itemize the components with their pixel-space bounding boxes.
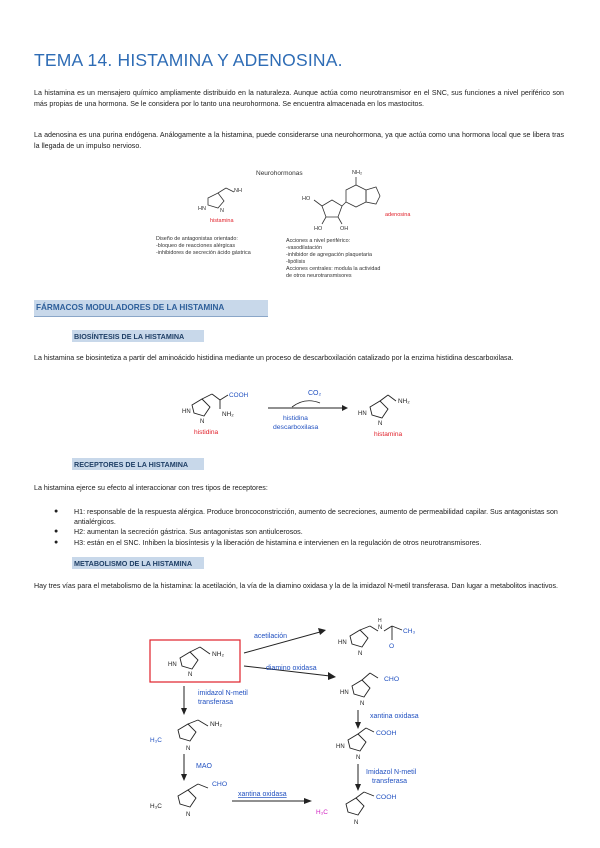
svg-text:Imidazol N-metil: Imidazol N-metil <box>366 769 417 776</box>
adenosine-structure <box>314 177 380 224</box>
neurohormonas-heading: Neurohormonas <box>256 170 303 177</box>
section-title: FÁRMACOS MODULADORES DE LA HISTAMINA <box>36 303 225 312</box>
svg-text:HN: HN <box>182 409 191 415</box>
svg-text:OH: OH <box>340 226 349 232</box>
svg-text:HN: HN <box>198 206 206 212</box>
svg-text:Acciones centrales: modula la: Acciones centrales: modula la actividad <box>286 266 381 272</box>
intro-paragraph-histamina: La histamina es un mensajero químico ampliamente distribuido en la naturaleza. Aunque actúa como neurotransmisor en el SNC, sus funciones a nivel periférico son más propias de una hormona. Se le considera por lo tanto una neurohormona. Se encuentra almacenada en los mastocitos. <box>34 89 564 109</box>
svg-text:HO: HO <box>302 196 311 202</box>
svg-text:H₃C: H₃C <box>150 737 162 744</box>
list-item: ● H2: aumentan la secreción gástrica. Sus antagonistas son antiulcerosos. <box>54 528 303 537</box>
biosintesis-scheme <box>170 383 440 443</box>
histamine-structure-small <box>208 188 234 208</box>
svg-text:de otros neurotransmisores: de otros neurotransmisores <box>286 273 352 279</box>
svg-text:-inhibidor de agregación plaqu: -inhibidor de agregación plaquetaria <box>286 252 373 258</box>
histidina-label: histidina <box>194 429 219 436</box>
svg-text:imidazol N-metil: imidazol N-metil <box>198 690 248 697</box>
metabolismo-title: METABOLISMO DE LA HISTAMINA <box>74 559 193 568</box>
svg-text:N: N <box>186 812 191 818</box>
svg-text:-inhibidores de secreción ácid: -inhibidores de secreción ácido gástrica <box>156 250 251 256</box>
svg-text:NH₂: NH₂ <box>398 398 410 405</box>
list-item: ● H1: responsable de la respuesta alérgica. Produce broncoconstricción, aumento de secreciones, aumento de permeabilidad capilar. Sus antagonistas son antialérgicos. <box>54 508 558 527</box>
svg-text:Acciones a nivel periférico:: Acciones a nivel periférico: <box>286 238 351 244</box>
svg-text:-lipólisis: -lipólisis <box>286 259 306 265</box>
svg-text:NH₂: NH₂ <box>212 651 225 658</box>
biosintesis-title: BIOSÍNTESIS DE LA HISTAMINA <box>74 332 185 341</box>
svg-text:NH₂: NH₂ <box>210 721 223 728</box>
svg-text:diamino oxidasa: diamino oxidasa <box>266 665 317 672</box>
svg-text:acetilación: acetilación <box>254 633 288 640</box>
svg-text:HN: HN <box>168 662 177 668</box>
receptores-intro: La histamina ejerce su efecto al interaccionar con tres tipos de receptores: <box>34 484 268 492</box>
svg-text:CHO: CHO <box>384 676 400 683</box>
svg-text:HN: HN <box>340 690 349 696</box>
svg-text:HN: HN <box>336 744 345 750</box>
svg-text:MAO: MAO <box>196 763 212 770</box>
svg-text:N: N <box>378 421 383 427</box>
svg-text:descarboxilasa: descarboxilasa <box>273 424 319 431</box>
svg-text:transferasa: transferasa <box>198 699 234 706</box>
neurohormonas-figure <box>150 160 450 285</box>
svg-text:HO: HO <box>314 226 323 232</box>
svg-text:N: N <box>354 820 359 826</box>
receptores-title: RECEPTORES DE LA HISTAMINA <box>74 460 189 469</box>
svg-text:NH₂: NH₂ <box>352 170 363 176</box>
histamine-highlight-box <box>150 640 240 682</box>
svg-text:N: N <box>356 755 361 761</box>
histamina-label: histamina <box>374 431 403 438</box>
svg-text:H₃C: H₃C <box>150 803 162 810</box>
svg-text:HN: HN <box>358 411 367 417</box>
neuro-adenosina-label: adenosina <box>385 212 411 218</box>
svg-text:N: N <box>220 208 224 214</box>
intro-paragraph-adenosina: La adenosina es una purina endógena. Análogamente a la histamina, puede considerarse una neurohormona, ya que actúa como una hormona local que se libera tras la llegada de un impulso nervioso. <box>34 131 564 151</box>
svg-text:N: N <box>186 746 191 752</box>
svg-text:-bloqueo de reacciones alérgic: -bloqueo de reacciones alérgicas <box>156 243 236 249</box>
neuro-histamina-label: histamina <box>210 218 234 224</box>
svg-text:Diseño de antagonistas orienta: Diseño de antagonistas orientado: <box>156 236 238 242</box>
svg-text:N: N <box>360 701 365 707</box>
list-item: ● H3: están en el SNC. Inhiben la biosíntesis y la liberación de histamina e intervienen en la regulación de otros neurotransmisores. <box>54 538 482 547</box>
svg-text:HN: HN <box>338 640 347 646</box>
svg-text:histidina: histidina <box>283 415 308 422</box>
svg-text:CHO: CHO <box>212 781 228 788</box>
metabolismo-text: Hay tres vías para el metabolismo de la histamina: la acetilación, la vía de la diamino oxidasa y la de la imidazol N-metil transferasa. Dan lugar a metabolitos inactivos. <box>34 582 559 590</box>
svg-text:-vasodilatación: -vasodilatación <box>286 245 322 251</box>
page-title: TEMA 14. HISTAMINA Y ADENOSINA. <box>34 50 343 70</box>
svg-text:O: O <box>389 643 395 650</box>
svg-text:COOH: COOH <box>229 392 249 399</box>
co2-label: CO₂ <box>308 390 322 397</box>
svg-text:H₃C: H₃C <box>316 809 328 816</box>
svg-text:NH: NH <box>234 188 242 194</box>
svg-text:COOH: COOH <box>376 730 397 737</box>
svg-text:N: N <box>358 651 363 657</box>
svg-text:NH₂: NH₂ <box>222 411 234 418</box>
svg-text:H: H <box>378 618 382 624</box>
metabolismo-scheme <box>140 618 460 843</box>
svg-text:N: N <box>200 419 205 425</box>
svg-text:N: N <box>378 625 383 631</box>
svg-text:N: N <box>188 672 193 678</box>
svg-text:CH₃: CH₃ <box>403 628 416 635</box>
svg-text:xantina oxidasa: xantina oxidasa <box>370 713 419 720</box>
svg-text:COOH: COOH <box>376 794 397 801</box>
svg-text:xantina oxidasa: xantina oxidasa <box>238 791 287 798</box>
receptor-list <box>54 507 564 548</box>
biosintesis-text: La histamina se biosintetiza a partir del aminoácido histidina mediante un proceso de descarboxilación catalizado por la enzima histidina descarboxilasa. <box>34 354 514 362</box>
svg-text:transferasa: transferasa <box>372 778 408 785</box>
